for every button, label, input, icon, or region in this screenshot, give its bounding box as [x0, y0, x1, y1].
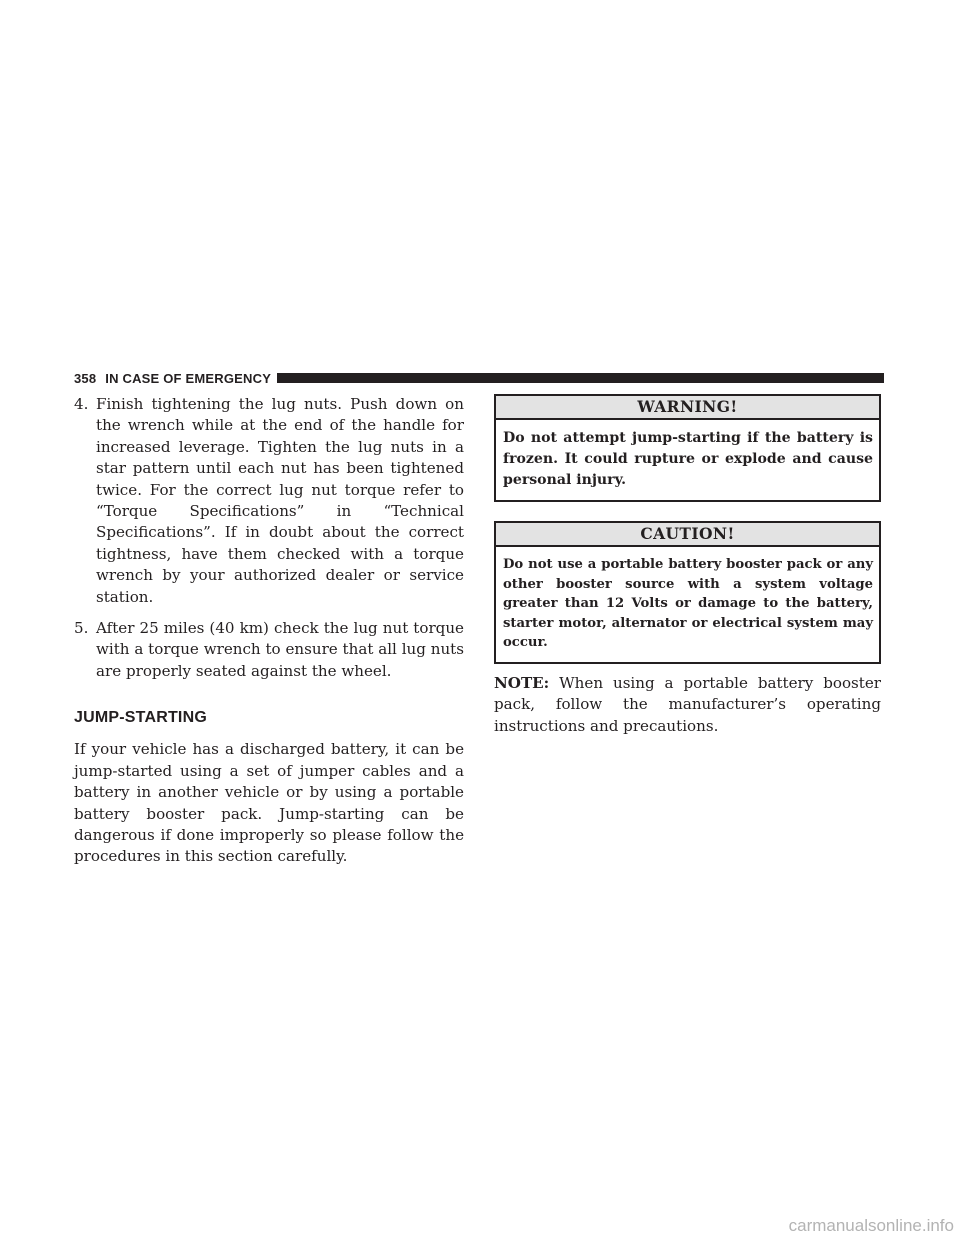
- step-text: After 25 miles (40 km) check the lug nut torque with a torque wrench to ensure that all lug nuts are properly seated against the wheel.: [96, 619, 464, 680]
- header-rule: [277, 373, 884, 383]
- page-number: 358: [74, 370, 97, 386]
- caution-text: Do not use a portable battery booster pack or any other booster source with a system voltage greater than 12 Volts or damage to the battery, starter motor, alternator or electrical system may occur.: [503, 557, 873, 651]
- step-text: Finish tightening the lug nuts. Push down on the wrench while at the end of the handle for increased leverage. Tighten the lug nuts in a star pattern until each nut has been tightened twice. For the correct lug nut torque refer to “Torque Specifications” in “Technical Specifications”. If in doubt about the correct tightness, have them checked with a torque wrench by your authorized dealer or service station.: [96, 395, 464, 606]
- page-header: [74, 370, 884, 386]
- warning-box: [494, 394, 881, 502]
- watermark-text: carmanualsonline.info: [788, 1216, 954, 1235]
- body-paragraph: If your vehicle has a discharged battery, it can be jump-started using a set of jumper cables and a battery in another vehicle or by using a portable battery booster pack. Jump-starting can be dangerous if done improperly so please follow the procedures in this section carefully.: [74, 740, 464, 866]
- warning-title: WARNING!: [496, 396, 879, 420]
- list-item: [74, 394, 464, 608]
- note-label: NOTE:: [494, 673, 550, 692]
- step-number: 5.: [74, 619, 89, 638]
- section-title: IN CASE OF EMERGENCY: [105, 370, 272, 386]
- note-paragraph: [494, 673, 881, 737]
- right-column: [494, 394, 881, 737]
- step-number: 4.: [74, 395, 89, 413]
- caution-box: [494, 521, 881, 664]
- list-item: [74, 618, 464, 682]
- warning-text: Do not attempt jump-starting if the battery is frozen. It could rupture or explode and cause personal injury.: [503, 430, 873, 488]
- note-text: When using a portable battery booster pack, follow the manufacturer’s operating instructions and precautions.: [494, 673, 881, 735]
- left-column: [74, 394, 464, 868]
- section-heading: JUMP-STARTING: [74, 709, 207, 727]
- caution-title: CAUTION!: [496, 523, 879, 547]
